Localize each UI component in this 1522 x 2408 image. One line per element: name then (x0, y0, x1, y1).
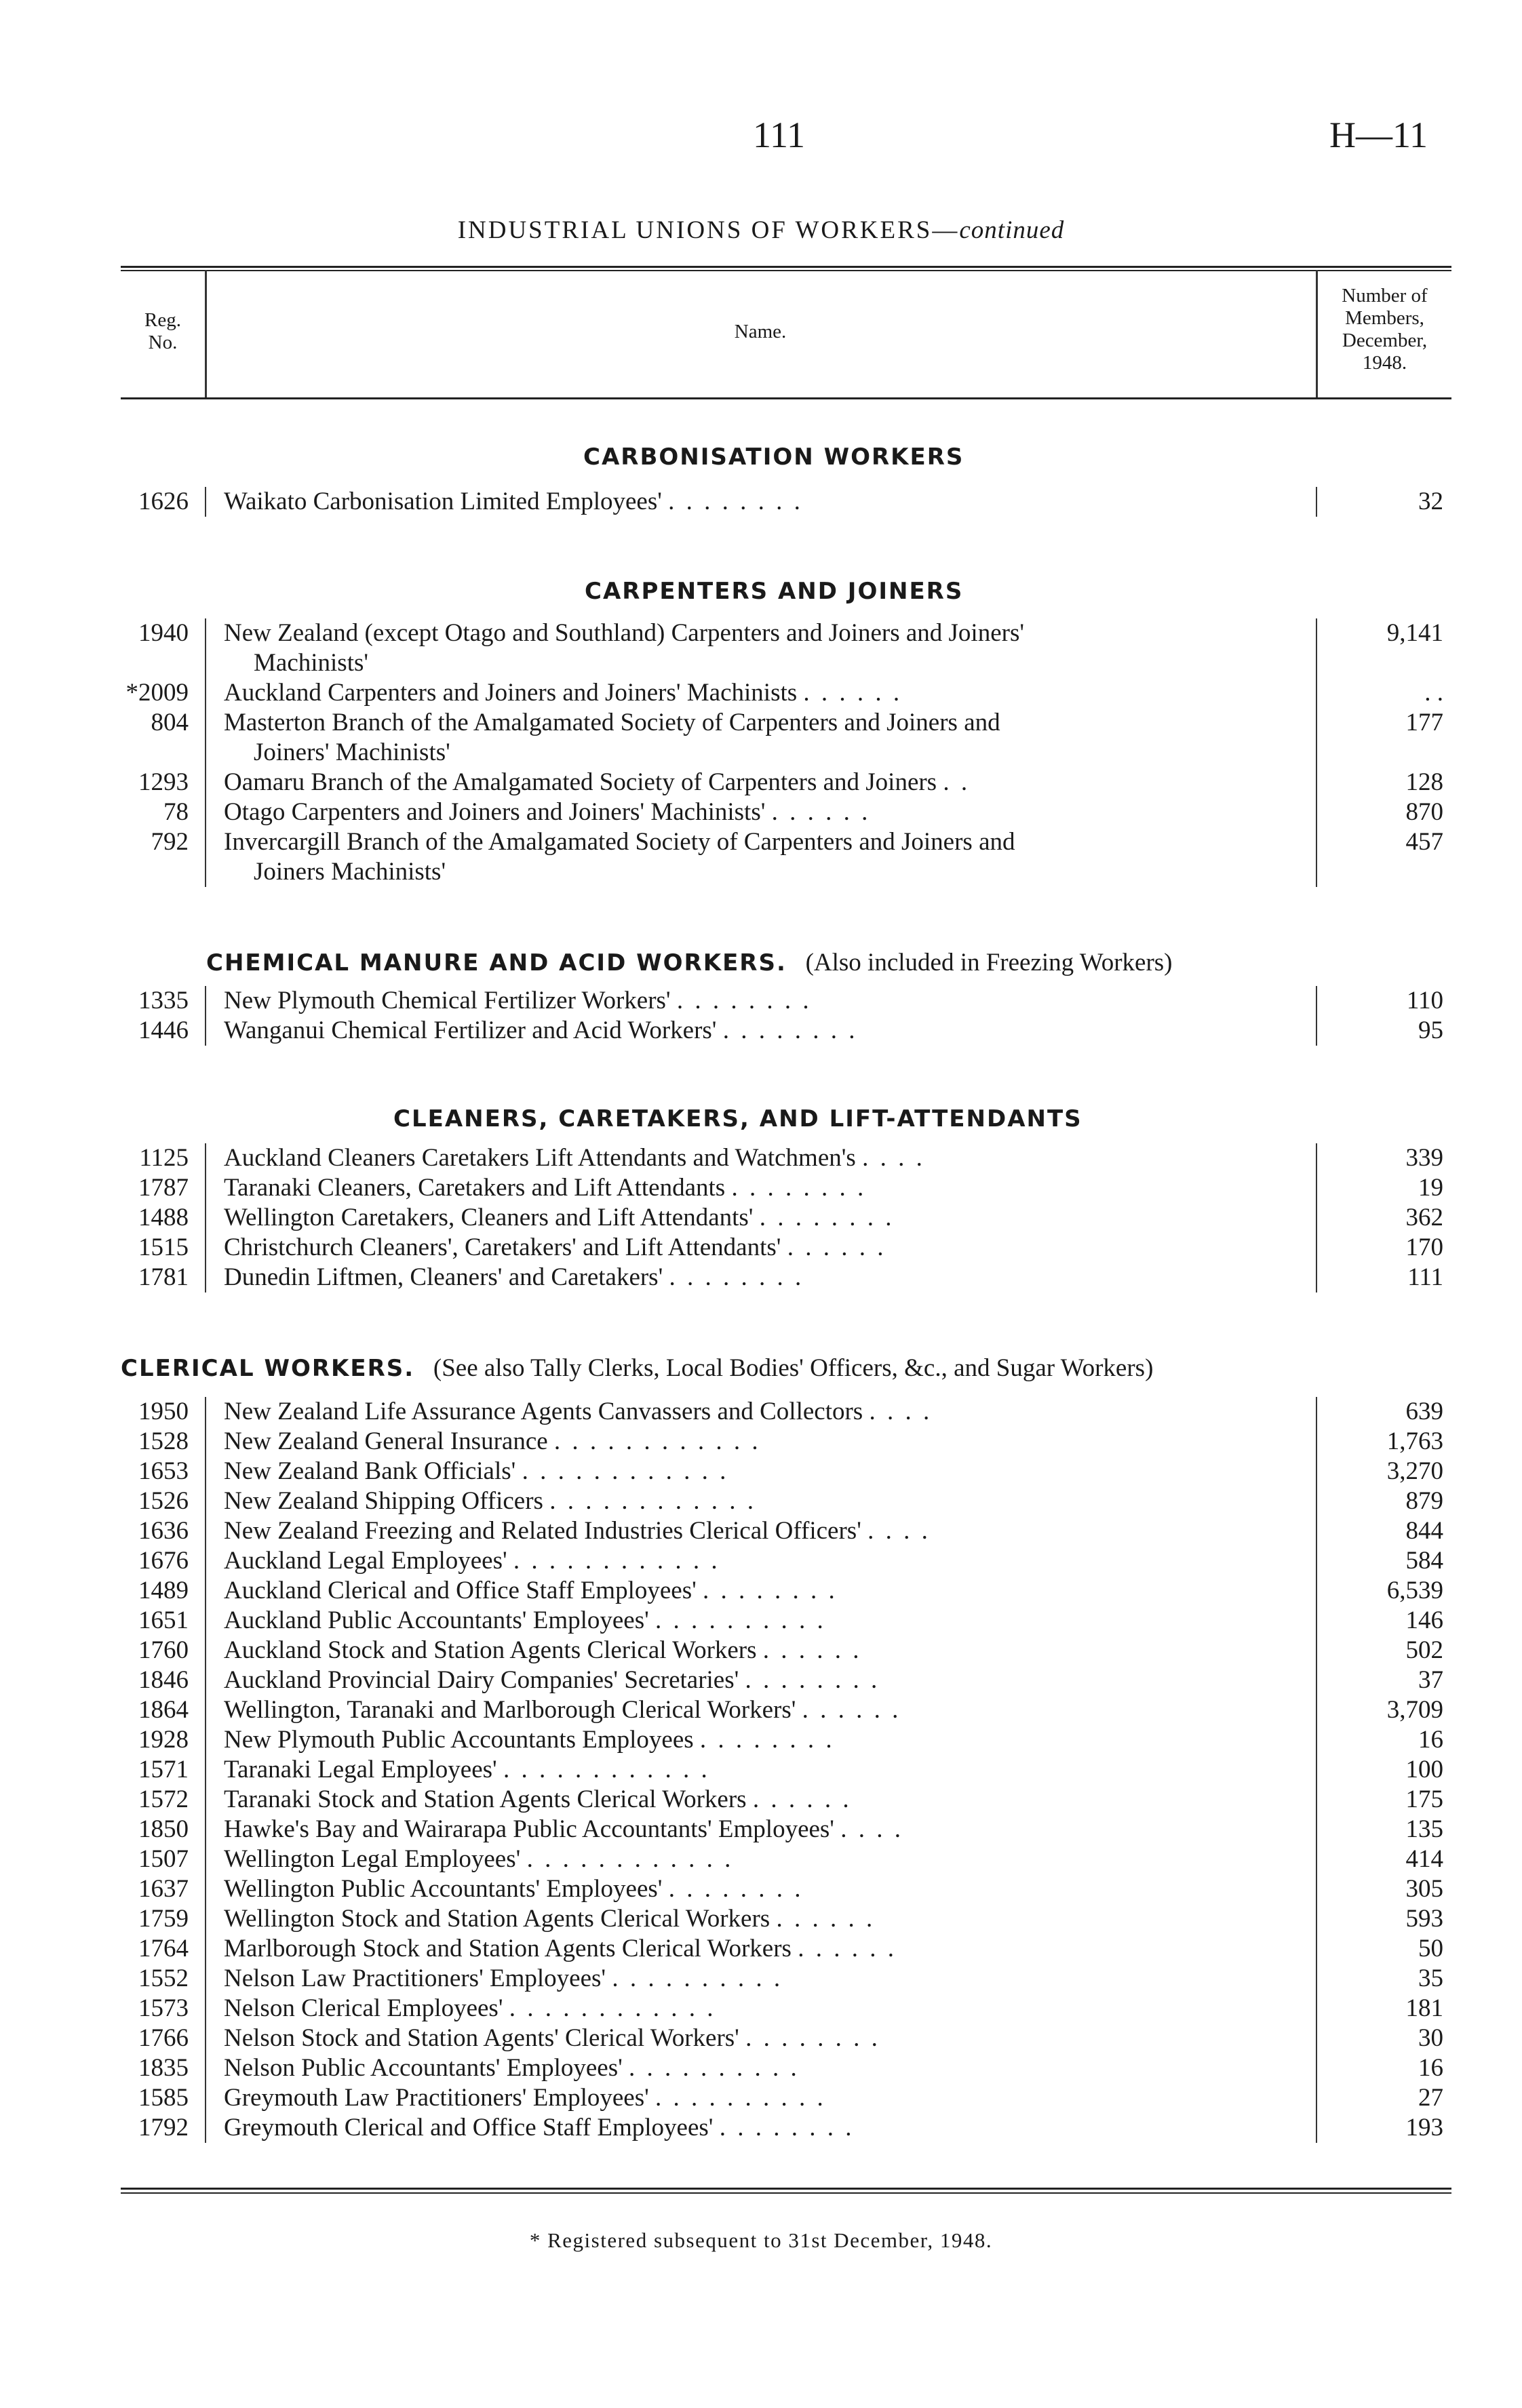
reg-number: 1573 (138, 1994, 189, 2022)
member-count: 30 (1418, 2024, 1443, 2052)
reg-number: 1507 (138, 1845, 189, 1873)
leader-dots: . . . . . . . . (759, 1204, 895, 1231)
leader-dots: . . . . . . . . (722, 1017, 858, 1044)
member-count: 502 (1405, 1636, 1443, 1664)
member-count: 110 (1406, 987, 1443, 1014)
member-count: 146 (1405, 1606, 1443, 1634)
union-name (224, 1636, 1297, 1665)
name-line: Greymouth Clerical and Office Staff Employees' (224, 2114, 714, 2141)
union-name (224, 1755, 1297, 1785)
name-line: Auckland Provincial Dairy Companies' Secretaries' (224, 1666, 739, 1694)
union-name (224, 797, 1297, 827)
name-line: Auckland Stock and Station Agents Clerical Workers (224, 1636, 757, 1664)
member-count: 1,763 (1386, 1427, 1443, 1455)
name-line: Auckland Carpenters and Joiners and Joiners' Machinists (224, 679, 798, 707)
name-header: Name. (734, 321, 787, 342)
table-bottom-rule-double (121, 2192, 1451, 2194)
union-name (224, 1233, 1297, 1263)
union-name (224, 986, 1297, 1016)
reg-number: 1526 (138, 1487, 189, 1515)
name-line: Nelson Clerical Employees' (224, 1994, 503, 2022)
union-name (224, 2053, 1297, 2083)
union-name (224, 1397, 1297, 1427)
union-name (224, 487, 1297, 517)
members-header-line-2: Members, (1345, 307, 1424, 329)
name-line: Taranaki Cleaners, Caretakers and Lift Attendants (224, 1174, 726, 1202)
table-header-rule (121, 397, 1451, 399)
member-count: 16 (1418, 2054, 1443, 2082)
leader-dots: . . . . . . (771, 798, 871, 826)
union-name (224, 1516, 1297, 1546)
reg-number: 78 (163, 798, 189, 826)
name-line: Nelson Law Practitioners' Employees' (224, 1965, 606, 1992)
reg-number: 1760 (138, 1636, 189, 1664)
reg-number: 1928 (138, 1726, 189, 1754)
leader-dots: . . . . . . . . . . (629, 2054, 800, 2082)
union-name (224, 2024, 1297, 2053)
union-name (224, 1427, 1297, 1457)
reg-number: 1636 (138, 1517, 189, 1545)
leader-dots: . . . . . . . . . . (612, 1965, 783, 1992)
body-divider-right (1316, 1397, 1317, 2143)
reg-number: 1653 (138, 1457, 189, 1485)
union-name (224, 768, 1297, 797)
page-title (0, 216, 1522, 245)
union-name (224, 1815, 1297, 1844)
members-header-line-4: 1948. (1362, 352, 1407, 374)
name-line: Oamaru Branch of the Amalgamated Society of Carpenters and Joiners (224, 768, 937, 796)
leader-dots: . . . . . . (802, 1696, 901, 1724)
member-count: 3,709 (1386, 1696, 1443, 1724)
member-count: 193 (1405, 2114, 1443, 2141)
name-line: New Zealand Life Assurance Agents Canvassers and Collectors (224, 1398, 863, 1425)
name-line: Masterton Branch of the Amalgamated Society of Carpenters and Joiners and (224, 709, 1000, 736)
member-count: 879 (1405, 1487, 1443, 1515)
leader-dots: . . . . . . (752, 1785, 852, 1813)
leader-dots: . . . . . . . . . . . . (513, 1547, 720, 1575)
union-name (224, 1203, 1297, 1233)
union-name (224, 1844, 1297, 1874)
name-line: New Zealand General Insurance (224, 1427, 548, 1455)
name-line: Greymouth Law Practitioners' Employees' (224, 2084, 649, 2112)
page-reference: H—11 (1329, 115, 1428, 155)
leader-dots: . . . . . . . . (676, 987, 812, 1014)
section-heading-title: CLERICAL WORKERS. (121, 1355, 415, 1382)
member-count: 128 (1405, 768, 1443, 796)
name-line: New Zealand Bank Officials' (224, 1457, 516, 1485)
union-name (224, 1665, 1297, 1695)
reg-number: 1572 (138, 1785, 189, 1813)
union-name (224, 1725, 1297, 1755)
member-count: . . (1424, 679, 1443, 707)
name-line: Wellington Public Accountants' Employees' (224, 1875, 663, 1903)
union-name (224, 1016, 1297, 1046)
member-count: 111 (1407, 1263, 1443, 1291)
member-count: 362 (1405, 1204, 1443, 1231)
name-line: Otago Carpenters and Joiners and Joiners' Machinists' (224, 798, 766, 826)
reg-number: 1626 (138, 488, 189, 515)
name-line: New Zealand (except Otago and Southland) Carpenters and Joiners and Joiners' (224, 619, 1025, 647)
members-header-line-3: December, (1342, 330, 1428, 351)
reg-number: 1571 (138, 1756, 189, 1783)
member-count: 593 (1405, 1905, 1443, 1933)
union-name (224, 708, 1297, 768)
member-count: 35 (1418, 1965, 1443, 1992)
body-divider-left (205, 1143, 206, 1292)
page-number: 111 (753, 115, 805, 155)
name-line: Nelson Stock and Station Agents' Clerical Workers' (224, 2024, 739, 2052)
union-name (224, 1695, 1297, 1725)
leader-dots: . . . . . . . . . . . . (503, 1756, 710, 1783)
union-name (224, 2113, 1297, 2143)
union-name (224, 1606, 1297, 1636)
reg-number: 1787 (138, 1174, 189, 1202)
name-line: Dunedin Liftmen, Cleaners' and Caretakers' (224, 1263, 663, 1291)
name-line: New Plymouth Chemical Fertilizer Workers' (224, 987, 671, 1014)
member-count: 305 (1405, 1875, 1443, 1903)
member-count: 95 (1418, 1017, 1443, 1044)
section-heading: CARBONISATION WORKERS (583, 443, 964, 471)
table-bottom-rule (121, 2188, 1451, 2190)
member-count: 135 (1405, 1815, 1443, 1843)
leader-dots: . . . . . . . . . . . . (526, 1845, 734, 1873)
reg-number: 1864 (138, 1696, 189, 1724)
leader-dots: . . . . . . (803, 679, 903, 707)
union-name (224, 1934, 1297, 1964)
leader-dots: . . . . . . . . (731, 1174, 867, 1202)
leader-dots: . . . . . . (787, 1233, 886, 1261)
leader-dots: . . (943, 768, 971, 796)
name-line: Taranaki Stock and Station Agents Clerical Workers (224, 1785, 747, 1813)
section-heading: CARPENTERS AND JOINERS (585, 578, 964, 605)
leader-dots: . . . . . . . . . . . . (522, 1457, 729, 1485)
member-count: 584 (1405, 1547, 1443, 1575)
table-top-rule (121, 266, 1451, 268)
reg-no-header (121, 309, 205, 354)
leader-dots: . . . . . . . . (745, 2024, 880, 2052)
name-line: New Plymouth Public Accountants Employees (224, 1726, 694, 1754)
section-heading-note: (Also included in Freezing Workers) (805, 949, 1173, 976)
member-count: 181 (1405, 1994, 1443, 2022)
member-count: 9,141 (1386, 619, 1443, 647)
members-header-line-1: Number of (1342, 285, 1428, 307)
member-count: 19 (1418, 1174, 1443, 1202)
section-heading (121, 1354, 1153, 1383)
member-count: 32 (1418, 488, 1443, 515)
name-line-continued: Joiners' Machinists' (254, 738, 450, 766)
leader-dots: . . . . (840, 1815, 903, 1843)
reg-number: 1940 (138, 619, 189, 647)
union-name (224, 1173, 1297, 1203)
members-header (1318, 285, 1451, 374)
body-divider-left (205, 1397, 206, 2143)
leader-dots: . . . . . . (762, 1636, 862, 1664)
member-count: 100 (1405, 1756, 1443, 1783)
name-line: Auckland Legal Employees' (224, 1547, 507, 1575)
member-count: 177 (1405, 709, 1443, 736)
leader-dots: . . . . (867, 1517, 931, 1545)
reg-number: 1950 (138, 1398, 189, 1425)
reg-number: 1489 (138, 1577, 189, 1604)
member-count: 339 (1405, 1144, 1443, 1172)
name-line: Wellington, Taranaki and Marlborough Clerical Workers' (224, 1696, 796, 1724)
reg-number: 1552 (138, 1965, 189, 1992)
leader-dots: . . . . . . . . (719, 2114, 855, 2141)
name-line: Wellington Legal Employees' (224, 1845, 521, 1873)
union-name (224, 1785, 1297, 1815)
name-line: Auckland Clerical and Office Staff Employees' (224, 1577, 697, 1604)
name-line: Wanganui Chemical Fertilizer and Acid Workers' (224, 1017, 717, 1044)
body-divider-right (1316, 618, 1317, 887)
name-line: Hawke's Bay and Wairarapa Public Accountants' Employees' (224, 1815, 834, 1843)
leader-dots: . . . . . . . . (668, 1875, 804, 1903)
body-divider-right (1316, 487, 1317, 517)
member-count: 870 (1405, 798, 1443, 826)
reg-number: 1335 (138, 987, 189, 1014)
union-name (224, 1263, 1297, 1292)
name-line-continued: Machinists' (254, 649, 369, 677)
leader-dots: . . . . . . . . (669, 1263, 804, 1291)
name-line: Waikato Carbonisation Limited Employees' (224, 488, 662, 515)
union-name (224, 827, 1297, 887)
section-heading-title: CHEMICAL MANURE AND ACID WORKERS. (206, 949, 787, 976)
name-line: Taranaki Legal Employees' (224, 1756, 497, 1783)
table-top-rule-double (121, 270, 1451, 271)
leader-dots: . . . . . . . . . . . . (553, 1427, 761, 1455)
leader-dots: . . . . . . . . (668, 488, 803, 515)
member-count: 37 (1418, 1666, 1443, 1694)
name-line: Christchurch Cleaners', Caretakers' and Lift Attendants' (224, 1233, 781, 1261)
member-count: 844 (1405, 1517, 1443, 1545)
union-name (224, 678, 1297, 708)
body-divider-left (205, 618, 206, 887)
name-line: New Zealand Freezing and Related Industries Clerical Officers' (224, 1517, 861, 1545)
union-name (224, 1576, 1297, 1606)
leader-dots: . . . . . . . . . . (655, 2084, 826, 2112)
reg-number: 1637 (138, 1875, 189, 1903)
union-name (224, 1143, 1297, 1173)
union-name (224, 1546, 1297, 1576)
name-line: Nelson Public Accountants' Employees' (224, 2054, 623, 2082)
reg-header-line-1: Reg. (144, 309, 181, 331)
union-name (224, 1994, 1297, 2024)
member-count: 170 (1405, 1233, 1443, 1261)
union-name (224, 618, 1297, 678)
reg-number: 1293 (138, 768, 189, 796)
name-line: Auckland Cleaners Caretakers Lift Attendants and Watchmen's (224, 1144, 856, 1172)
leader-dots: . . . . . . . . . . (655, 1606, 826, 1634)
reg-number: *2009 (125, 679, 189, 707)
title-main: INDUSTRIAL UNIONS OF WORKERS— (457, 216, 960, 244)
union-name (224, 1904, 1297, 1934)
body-divider-right (1316, 986, 1317, 1046)
union-name (224, 1457, 1297, 1486)
reg-number: 1835 (138, 2054, 189, 2082)
name-line: New Zealand Shipping Officers (224, 1487, 543, 1515)
body-divider-left (205, 487, 206, 517)
leader-dots: . . . . . . . . (703, 1577, 838, 1604)
name-line: Marlborough Stock and Station Agents Clerical Workers (224, 1935, 792, 1962)
body-divider-right (1316, 1143, 1317, 1292)
name-line: Wellington Caretakers, Cleaners and Lift Attendants' (224, 1204, 754, 1231)
leader-dots: . . . . . . (776, 1905, 876, 1933)
footnote: * Registered subsequent to 31st December, 1948. (529, 2228, 993, 2252)
leader-dots: . . . . . . . . (699, 1726, 835, 1754)
reg-number: 1676 (138, 1547, 189, 1575)
union-name (224, 1486, 1297, 1516)
union-name (224, 2083, 1297, 2113)
member-count: 16 (1418, 1726, 1443, 1754)
reg-number: 1781 (138, 1263, 189, 1291)
leader-dots: . . . . . . . . (745, 1666, 880, 1694)
reg-number: 1585 (138, 2084, 189, 2112)
reg-number: 1528 (138, 1427, 189, 1455)
member-count: 6,539 (1386, 1577, 1443, 1604)
section-heading (206, 948, 1173, 977)
member-count: 175 (1405, 1785, 1443, 1813)
member-count: 50 (1418, 1935, 1443, 1962)
name-line: Auckland Public Accountants' Employees' (224, 1606, 649, 1634)
union-name (224, 1874, 1297, 1904)
leader-dots: . . . . . . . . . . . . (549, 1487, 756, 1515)
body-divider-left (205, 986, 206, 1046)
title-continued: continued (959, 216, 1065, 244)
reg-number: 1792 (138, 2114, 189, 2141)
reg-number: 1764 (138, 1935, 189, 1962)
name-line-continued: Joiners Machinists' (254, 858, 446, 886)
member-count: 414 (1405, 1845, 1443, 1873)
member-count: 457 (1405, 828, 1443, 856)
reg-number: 804 (151, 709, 189, 736)
section-heading: CLEANERS, CARETAKERS, AND LIFT-ATTENDANTS (393, 1105, 1082, 1132)
reg-number: 1766 (138, 2024, 189, 2052)
reg-number: 1846 (138, 1666, 189, 1694)
reg-number: 1446 (138, 1017, 189, 1044)
member-count: 3,270 (1386, 1457, 1443, 1485)
reg-number: 792 (151, 828, 189, 856)
reg-number: 1125 (139, 1144, 189, 1172)
reg-header-line-2: No. (148, 332, 178, 353)
leader-dots: . . . . (869, 1398, 933, 1425)
union-name (224, 1964, 1297, 1994)
member-count: 639 (1405, 1398, 1443, 1425)
member-count: 27 (1418, 2084, 1443, 2112)
leader-dots: . . . . . . . . . . . . (509, 1994, 716, 2022)
reg-number: 1850 (138, 1815, 189, 1843)
leader-dots: . . . . . . (798, 1935, 897, 1962)
name-line: Invercargill Branch of the Amalgamated Society of Carpenters and Joiners and (224, 828, 1015, 856)
reg-number: 1651 (138, 1606, 189, 1634)
reg-number: 1759 (138, 1905, 189, 1933)
reg-number: 1488 (138, 1204, 189, 1231)
name-line: Wellington Stock and Station Agents Clerical Workers (224, 1905, 770, 1933)
section-heading-note: (See also Tally Clerks, Local Bodies' Officers, &c., and Sugar Workers) (433, 1354, 1154, 1382)
reg-number: 1515 (138, 1233, 189, 1261)
leader-dots: . . . . (862, 1144, 925, 1172)
